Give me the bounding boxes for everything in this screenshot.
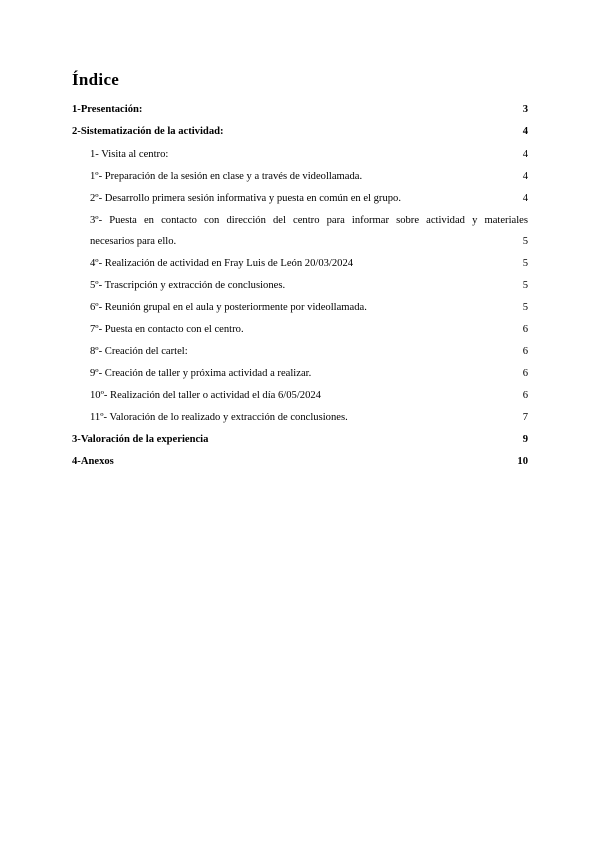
toc-entry-contacto-centro[interactable]: [90, 323, 528, 337]
toc-entry-page: 6: [522, 324, 528, 335]
toc-entry-label: 3º- Puesta en contacto con dirección del centro para informar sobre actividad y materiales: [90, 215, 528, 226]
toc-entry-label: 6º- Reunión grupal en el aula y posteriormente por videollamada.: [90, 302, 367, 313]
toc-entry-label: 2º- Desarrollo primera sesión informativa y puesta en común en el grupo.: [90, 193, 401, 204]
toc-entry-label: 3-Valoración de la experiencia: [72, 434, 209, 445]
toc-entry-page: 6: [522, 346, 528, 357]
toc-entry-trascripcion[interactable]: [90, 279, 528, 293]
toc-entry-label: 1-Presentación:: [72, 104, 143, 115]
toc-entry-label: 1º- Preparación de la sesión en clase y a través de videollamada.: [90, 171, 363, 182]
toc-entry-page: 5: [522, 302, 528, 313]
toc-entry-label: 1- Visita al centro:: [90, 149, 169, 160]
toc-entry-preparacion[interactable]: [90, 170, 528, 184]
toc-entry-page: 5: [522, 236, 528, 247]
toc-entry-label: 4-Anexos: [72, 456, 114, 467]
toc-entry-desarrollo[interactable]: [90, 192, 528, 206]
toc-entry-anexos[interactable]: [72, 455, 528, 469]
toc-entry-page: 4: [522, 193, 528, 204]
toc-entry-page: 7: [522, 412, 528, 423]
toc-entry-label: 4º- Realización de actividad en Fray Luis de León 20/03/2024: [90, 258, 354, 269]
toc-entry-page: 9: [522, 434, 528, 445]
toc-entry-visita[interactable]: [90, 148, 528, 162]
toc-entry-page: 3: [522, 104, 528, 115]
toc-entry-sistematizacion[interactable]: [72, 125, 528, 139]
toc-entry-label: 11º- Valoración de lo realizado y extracción de conclusiones.: [90, 412, 348, 423]
toc-entry-valoracion-experiencia[interactable]: [72, 433, 528, 447]
toc-title: Índice: [72, 70, 120, 89]
toc-entry-page: 4: [522, 149, 528, 160]
toc-entry-valoracion-realizado[interactable]: [90, 411, 528, 425]
toc-entry-page: 5: [522, 258, 528, 269]
toc-entry-page: 10: [517, 456, 528, 467]
toc-entry-page: 6: [522, 368, 528, 379]
toc-entry-label: 7º- Puesta en contacto con el centro.: [90, 324, 244, 335]
toc-entry-page: 4: [522, 171, 528, 182]
toc-entry-label: 9º- Creación de taller y próxima actividad a realizar.: [90, 368, 312, 379]
toc-entry-page: 5: [522, 280, 528, 291]
toc-entry-reunion[interactable]: [90, 301, 528, 315]
toc-entry-realizacion-taller[interactable]: [90, 389, 528, 403]
toc-entry-contacto-direccion[interactable]: [90, 214, 528, 249]
toc-entry-page: 4: [522, 126, 528, 137]
toc-entry-label-continued: necesarios para ello.: [90, 236, 177, 247]
toc-entry-presentacion[interactable]: [72, 103, 528, 117]
toc-entry-label: 10º- Realización del taller o actividad el día 6/05/2024: [90, 390, 321, 401]
toc-entry-creacion-taller[interactable]: [90, 367, 528, 381]
toc-entry-page: 6: [522, 390, 528, 401]
toc-entry-realizacion-actividad[interactable]: [90, 257, 528, 271]
toc-entry-cartel[interactable]: [90, 345, 528, 359]
toc-entry-label: 8º- Creación del cartel:: [90, 346, 188, 357]
toc-entry-label: 5º- Trascripción y extracción de conclusiones.: [90, 280, 286, 291]
toc-entry-label: 2-Sistematización de la actividad:: [72, 126, 224, 137]
